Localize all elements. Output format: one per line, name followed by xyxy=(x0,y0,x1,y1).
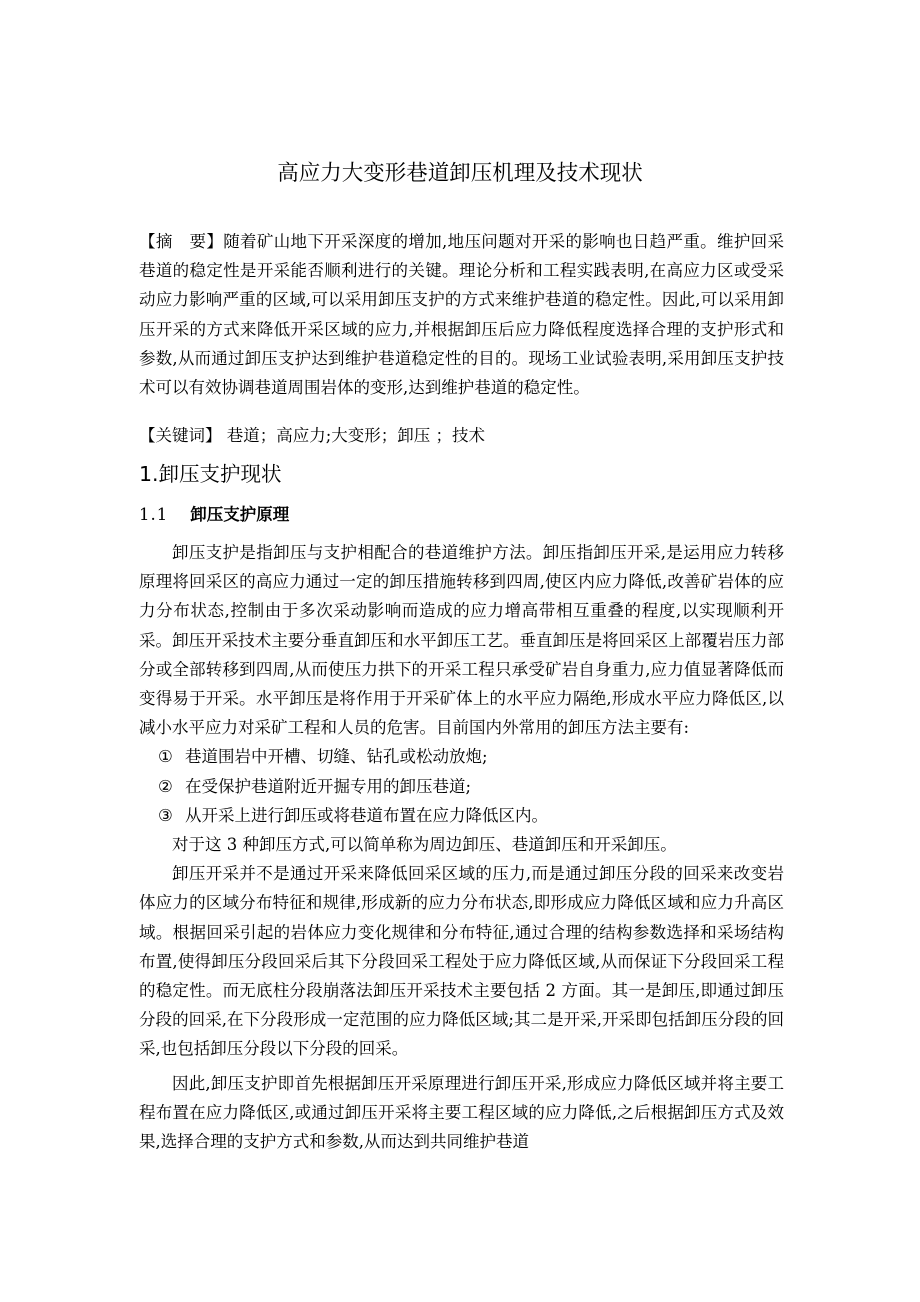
abstract-text: 随着矿山地下开采深度的增加,地压问题对开采的影响也日趋严重。维护回采巷道的稳定性是开采能否顺利进行的关键。理论分析和工程实践表明,在高应力区或受采动应力影响严重的区域,可以采用卸压支护的方式来维护巷道的稳定性。因此,可以采用卸压开采的方式来降低开采区域的应力,并根据卸压后应力降低程度选择合理的支护形式和参数,从而通过卸压支护达到维护巷道稳定性的目的。现场工业试验表明,采用卸压支护技术可以有效协调巷道周围岩体的变形,达到维护巷道的稳定性。 xyxy=(139,232,785,398)
document-title: 高应力大变形巷道卸压机理及技术现状 xyxy=(277,161,643,186)
paragraph: 卸压开采并不是通过开采来降低回采区域的压力,而是通过卸压分段的回采来改变岩体应力的区域分布特征和规律,形成新的应力分布状态,即形成应力降低区域和应力升高区域。根据回采引起的岩体应力变化规律和分布特征,通过合理的结构参数选择和采场结构布置,使得卸压分段回采后其下分段回采工程处于应力降低区域,从而保证下分段回采工程的稳定性。而无底柱分段崩落法卸压开采技术主要包括 2 方面。其一是卸压,即通过卸压分段的回采,在下分段形成一定范围的应力降低区域;其二是开采,开采即包括卸压分段的回采,也包括卸压分段以下分段的回采。 xyxy=(139,864,784,1059)
list-item xyxy=(139,801,784,830)
paragraph: 对于这 3 种卸压方式,可以简单称为周边卸压、巷道卸压和开采卸压。 xyxy=(172,835,677,855)
list-item xyxy=(139,772,784,801)
list-item-text: 巷道围岩中开槽、切缝、钻孔或松动放炮; xyxy=(185,747,488,767)
abstract xyxy=(139,227,784,402)
subsection-heading xyxy=(139,500,289,529)
section-heading: 1.卸压支护现状 xyxy=(139,462,282,486)
list-item xyxy=(139,742,784,771)
list-marker: ③ xyxy=(158,805,173,825)
paragraph: 因此,卸压支护即首先根据卸压开采原理进行卸压开采,形成应力降低区域并将主要工程布置在应力降低区,或通过卸压开采将主要工程区域的应力降低,之后根据卸压方式及效果,选择合理的支护方式和参数,从而达到共同维护巷道 xyxy=(139,1073,784,1152)
body-text xyxy=(139,538,784,1156)
list-marker: ② xyxy=(158,776,173,796)
subsection-title: 卸压支护原理 xyxy=(190,505,290,524)
keywords-label: 【关键词】 xyxy=(139,426,222,445)
subsection-number: 1.1 xyxy=(139,505,169,524)
list-item-text: 在受保护巷道附近开掘专用的卸压巷道; xyxy=(185,776,472,796)
list-marker: ① xyxy=(158,747,173,767)
paragraph: 卸压支护是指卸压与支护相配合的巷道维护方法。卸压指卸压开采,是运用应力转移原理将回采区的高应力通过一定的卸压措施转移到四周,使区内应力降低,改善矿岩体的应力分布状态,控制由于多次采动影响而造成的应力增高带相互重叠的程度,以实现顺利开采。卸压开采技术主要分垂直卸压和水平卸压工艺。垂直卸压是将回采区上部覆岩压力部分或全部转移到四周,从而使压力拱下的开采工程只承受矿岩自身重力,应力值显著降低而变得易于开采。水平卸压是将作用于开采矿体上的水平应力隔绝,形成水平应力降低区,以减小水平应力对采矿工程和人员的危害。目前国内外常用的卸压方法主要有: xyxy=(139,543,784,738)
list-item-text: 从开采上进行卸压或将巷道布置在应力降低区内。 xyxy=(185,805,548,825)
abstract-label: 【摘 要】 xyxy=(139,232,224,251)
keywords-text: 巷道；高应力;大变形；卸压 ；技术 xyxy=(221,426,486,445)
keywords xyxy=(139,421,784,450)
